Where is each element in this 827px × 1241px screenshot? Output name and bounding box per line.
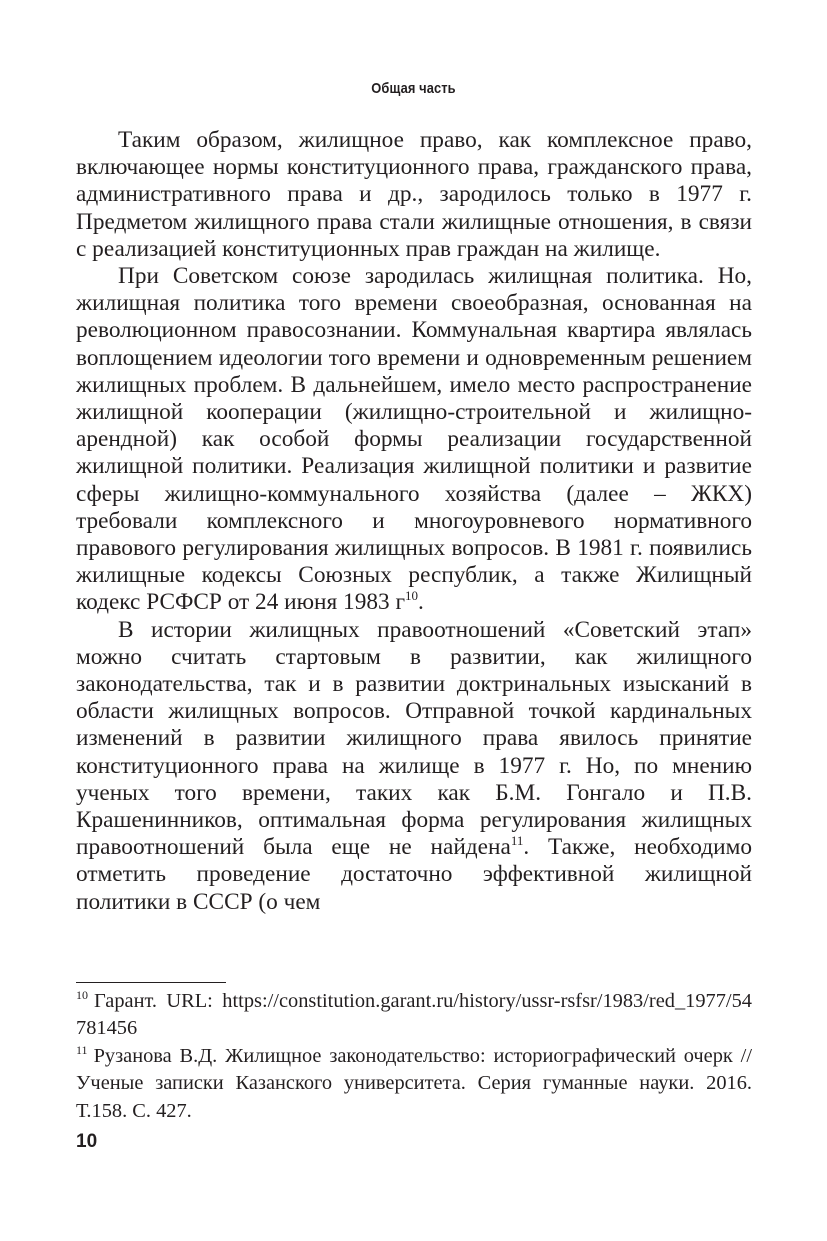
footnotes [76, 988, 752, 1125]
paragraph-text: При Советском союзе зародилась жилищная политика. Но, жилищная политика того времени своеобразная, основанная на революционном правосознании. Коммунальная квартира являлась воплощением идеологии того времени и одновременным решением жилищных проблем. В дальнейшем, имело место распространение жилищной кооперации (жилищно-строительной и жилищно-арендной) как особой формы реализации государственной жилищной политики. Реализация жилищной политики и развитие сферы жилищно-коммунального хозяйства (далее – ЖКХ) требовали комплексного и многоуровневого нормативного правового регулирования жилищных вопросов. В 1981 г. появились жилищные кодексы Союзных республик, а также Жилищный кодекс РСФСР от 24 июня 1983 г [76, 263, 752, 616]
paragraph-text: . [418, 589, 424, 616]
paragraph [76, 263, 752, 617]
page-number: 10 [76, 1131, 98, 1152]
footnote-number: 10 [76, 988, 88, 1002]
footnote-number: 11 [76, 1042, 88, 1057]
paragraph-text: Таким образом, жилищное право, как комплексное право, включающее нормы конституционного права, гражданского права, административного права и др., зародилось только в 1977 г. Предметом жилищного права стали жилищные отношения, в связи с реализацией конституционных прав граждан на жилище. [76, 127, 752, 262]
paragraph-text: В истории жилищных правоотношений «Советский этап» можно считать стартовым в развитии, как жилищного законодательства, так и в развитии доктринальных изысканий в области жилищных вопросов. Отправной точкой кардинальных изменений в развитии жилищного права явилось принятие конституционного права на жилище в 1977 г. Но, по мнению ученых того времени, таких как Б.М. Гонгало и П.В. Крашенинников, оптимальная форма регулирования жилищных правоотношений была еще не найдена [76, 616, 752, 861]
running-header: Общая часть [371, 80, 456, 97]
footnote-reference[interactable]: 10 [405, 588, 419, 604]
footnote-text: Гарант. URL: https://constitution.garant.ru/history/ussr-rsfsr/1983/red_1977/54781456 [76, 990, 752, 1040]
footnote-separator [76, 982, 226, 983]
paragraph-text: . Также, необходимо отметить проведение достаточно эффективной жилищной политики в СССР (о чем [76, 834, 752, 915]
paragraph [76, 617, 752, 916]
paragraph [76, 127, 752, 263]
footnote [76, 988, 752, 1043]
footnote-reference[interactable]: 11 [510, 833, 524, 849]
footnote [76, 1043, 752, 1125]
body-text [76, 127, 752, 916]
footnote-text: Рузанова В.Д. Жилищное законодательство: историографический очерк // Ученые записки Казанского университета. Серия гуманные науки. 2016. Т.158. С. 427. [76, 1044, 752, 1122]
